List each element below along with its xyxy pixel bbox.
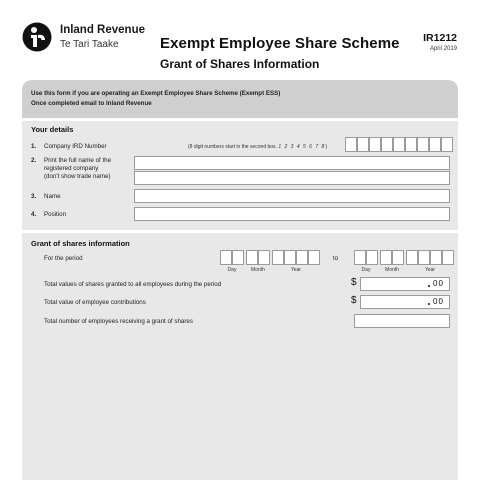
item-number: 1. — [31, 143, 37, 150]
employee-contributions-label: Total value of employee contributions — [44, 299, 146, 306]
ird-digit-box[interactable] — [381, 137, 393, 152]
decimal-point — [428, 303, 430, 305]
start-year-digit[interactable] — [308, 250, 320, 265]
year-caption: Year — [290, 267, 302, 273]
item-number: 2. — [31, 157, 37, 164]
to-label: to — [333, 255, 339, 262]
ird-digit-box[interactable] — [345, 137, 357, 152]
form-subtitle: Grant of Shares Information — [160, 57, 320, 71]
start-year-digit[interactable] — [272, 250, 284, 265]
start-year-digit[interactable] — [284, 250, 296, 265]
employees-count-label: Total number of employees receiving a grant of shares — [44, 318, 193, 325]
end-month-digit[interactable] — [392, 250, 404, 265]
form-panel — [22, 80, 458, 480]
intro-line-1: Use this form if you are operating an Exempt Employee Share Scheme (Exempt ESS) — [31, 90, 281, 97]
company-name-label: Print the full name of the registered company (don't show trade name) — [44, 157, 112, 180]
end-month-digit[interactable] — [380, 250, 392, 265]
start-month-digit[interactable] — [246, 250, 258, 265]
intro-line-2: Once completed email to Inland Revenue — [31, 100, 152, 107]
position-input[interactable] — [134, 207, 450, 221]
ird-digit-box[interactable] — [357, 137, 369, 152]
position-label: Position — [44, 211, 67, 218]
year-caption: Year — [424, 267, 436, 273]
intro-band — [22, 80, 458, 118]
name-input[interactable] — [134, 189, 450, 203]
end-year-digit[interactable] — [430, 250, 442, 265]
cents-value: 00 — [433, 297, 444, 306]
start-year-digit[interactable] — [296, 250, 308, 265]
currency-symbol: $ — [351, 277, 357, 288]
month-caption: Month — [385, 267, 399, 273]
brand-name: Inland Revenue — [60, 24, 145, 36]
ird-digit-box[interactable] — [417, 137, 429, 152]
divider — [22, 118, 458, 121]
cents-value: 00 — [433, 279, 444, 288]
end-year-digit[interactable] — [442, 250, 454, 265]
day-caption: Day — [227, 267, 237, 273]
form-title: Exempt Employee Share Scheme — [160, 35, 400, 52]
ird-digit-box[interactable] — [429, 137, 441, 152]
period-label: For the period — [44, 255, 83, 262]
day-caption: Day — [361, 267, 371, 273]
brand-maori-name: Te Tari Taake — [60, 39, 119, 50]
ird-hint: (8 digit numbers start in the second box. 1 2 3 4 5 6 7 8) — [188, 144, 327, 150]
company-name-input-line-2[interactable] — [134, 171, 450, 185]
end-day-digit[interactable] — [354, 250, 366, 265]
name-label: Name — [44, 193, 61, 200]
company-ird-label: Company IRD Number — [44, 143, 107, 150]
ird-digit-box[interactable] — [393, 137, 405, 152]
company-name-input-line-1[interactable] — [134, 156, 450, 170]
ird-digit-box[interactable] — [369, 137, 381, 152]
ird-digit-box[interactable] — [441, 137, 453, 152]
item-number: 3. — [31, 193, 37, 200]
end-year-digit[interactable] — [418, 250, 430, 265]
end-day-digit[interactable] — [366, 250, 378, 265]
grant-heading: Grant of shares information — [31, 239, 130, 248]
start-day-digit[interactable] — [232, 250, 244, 265]
ird-digit-box[interactable] — [405, 137, 417, 152]
form-code: IR1212 — [423, 32, 457, 44]
total-shares-value-label: Total values of shares granted to all employees during the period — [44, 281, 222, 288]
decimal-point — [428, 285, 430, 287]
divider — [22, 230, 458, 233]
form-date: April 2019 — [429, 46, 457, 52]
month-caption: Month — [251, 267, 265, 273]
your-details-heading: Your details — [31, 125, 74, 134]
start-day-digit[interactable] — [220, 250, 232, 265]
start-month-digit[interactable] — [258, 250, 270, 265]
currency-symbol: $ — [351, 295, 357, 306]
inland-revenue-logo-icon — [22, 22, 52, 52]
employees-count-input[interactable] — [354, 314, 450, 328]
item-number: 4. — [31, 211, 37, 218]
end-year-digit[interactable] — [406, 250, 418, 265]
